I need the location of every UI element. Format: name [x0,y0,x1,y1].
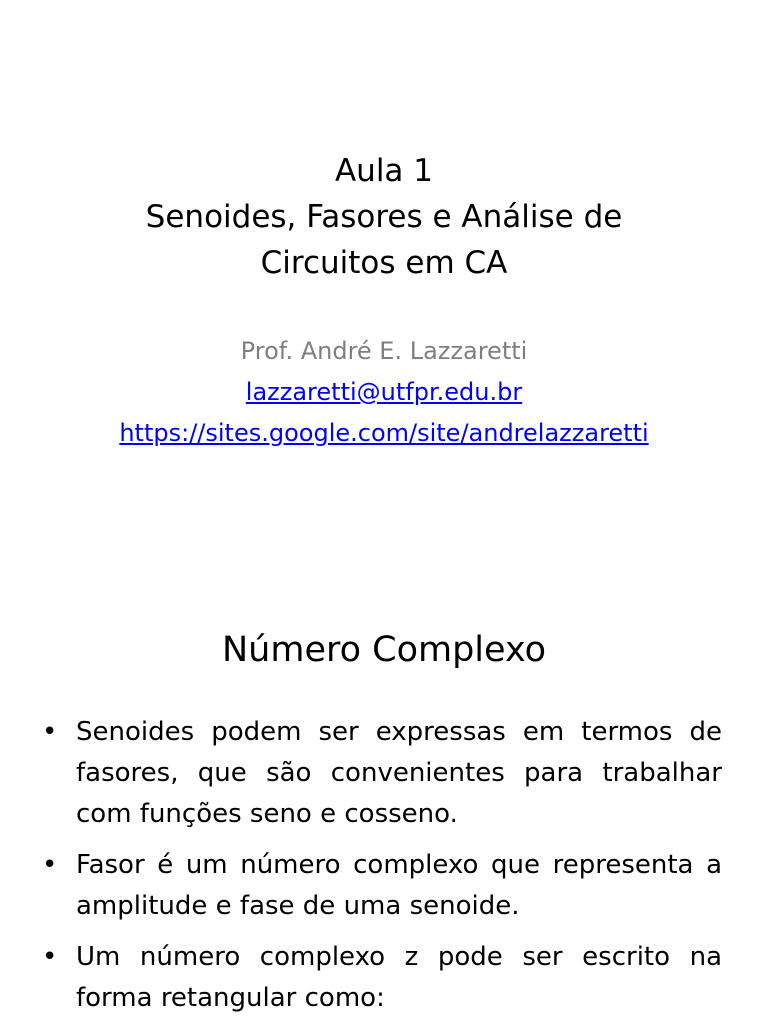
email-link[interactable]: lazzaretti@utfpr.edu.br [245,378,523,406]
bullet-text: Um número complexo z pode ser escrito na forma retangular como: [76,942,722,1013]
title-line-3: Circuitos em CA [260,245,508,281]
author-info [0,331,768,454]
bullet-text: Senoides podem ser expressas em termos de fasores, que são convenientes para trabalhar com funções seno e cosseno. [76,717,722,829]
bullet-marker: • [42,942,58,972]
bullet-item [40,937,722,1019]
bullet-marker: • [42,850,58,880]
title-line-2: Senoides, Fasores e Análise de [145,199,623,235]
bullet-marker: • [42,717,58,747]
author-name: Prof. André E. Lazzaretti [240,337,528,365]
slide-heading: Número Complexo [221,630,546,670]
bullet-list [40,712,722,1029]
bullet-text: Fasor é um número complexo que representa a amplitude e fase de uma senoide. [76,850,722,921]
title-line-1: Aula 1 [334,153,434,189]
bullet-item [40,845,722,927]
bullet-item [40,712,722,835]
slide-title [0,148,768,286]
content-slide [0,576,768,1024]
website-link[interactable]: https://sites.google.com/site/andrelazzaretti [119,419,649,447]
